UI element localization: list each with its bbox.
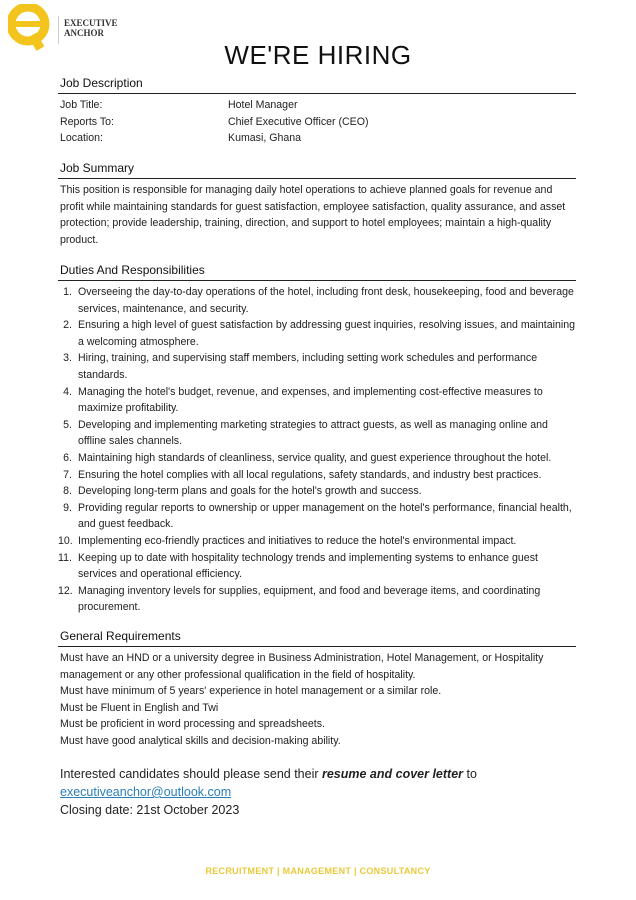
duty-item — [58, 384, 576, 417]
duty-item — [58, 467, 576, 484]
requirement-item: Must have minimum of 5 years' experience in hotel management or a similar role. — [60, 685, 442, 698]
duty-text: Managing the hotel's budget, revenue, and expenses, and implementing cost-effective measures to maximize profitability. — [78, 385, 543, 415]
duty-number: 11. — [58, 551, 72, 564]
duties-section — [58, 263, 576, 616]
duty-number: 6. — [63, 451, 72, 464]
job-detail-row — [58, 130, 576, 147]
requirement-item: Must be Fluent in English and Twi — [60, 701, 219, 714]
detail-label: Reports To: — [60, 115, 114, 128]
duty-text: Ensuring a high level of guest satisfaction by addressing guest inquiries, resolving issues, and maintaining a welcoming atmosphere. — [78, 319, 576, 348]
apply-suffix: to — [463, 767, 477, 781]
duty-text: Maintaining high standards of cleanliness, service quality, and guest experience throughout the hotel. — [78, 451, 552, 464]
footer-tagline: RECRUITMENT | MANAGEMENT | CONSULTANCY — [205, 866, 431, 876]
duty-item — [58, 450, 576, 467]
requirement-item: Must be proficient in word processing and spreadsheets. — [60, 718, 325, 731]
summary-text: This position is responsible for managing daily hotel operations to achieve planned goals for revenue and profit while maintaining standards for guest satisfaction, employee satisfaction, quality assurance, and asset protection; provide leadership, training, direction, and support to hotel employees; maintain a high-quality product. — [60, 184, 566, 246]
duty-item — [58, 500, 576, 533]
duty-number: 1. — [63, 286, 72, 298]
job-description-section — [58, 76, 576, 147]
duty-number: 10. — [58, 534, 73, 547]
duties-list — [58, 284, 576, 616]
logo-line2: ANCHOR — [64, 28, 104, 38]
requirements-section — [58, 629, 576, 750]
duty-item — [58, 284, 576, 317]
detail-value: Chief Executive Officer (CEO) — [228, 115, 369, 128]
job-detail-row — [58, 97, 576, 114]
section-heading: Duties And Responsibilities — [58, 263, 576, 281]
section-heading: Job Description — [58, 76, 576, 94]
detail-label: Location: — [60, 132, 103, 145]
duty-item — [58, 483, 576, 500]
detail-value: Hotel Manager — [228, 99, 298, 111]
duty-text: Implementing eco-friendly practices and initiatives to reduce the hotel's environmental impact. — [78, 534, 517, 547]
page-title: WE'RE HIRING — [224, 40, 412, 70]
duty-number: 3. — [63, 352, 72, 365]
duty-item — [58, 317, 576, 350]
duty-number: 5. — [63, 418, 72, 431]
logo-text — [64, 18, 118, 38]
duty-number: 7. — [63, 468, 72, 481]
duty-item — [58, 417, 576, 450]
logo-line1: EXECUTIVE — [64, 18, 118, 28]
duty-text: Hiring, training, and supervising staff members, including setting work schedules and performance standards. — [78, 352, 538, 381]
apply-prefix: Interested candidates should please send their — [60, 767, 322, 781]
duty-number: 8. — [63, 485, 72, 498]
closing-date: Closing date: 21st October 2023 — [60, 803, 240, 817]
duty-text: Developing long-term plans and goals for the hotel's growth and success. — [78, 485, 422, 498]
duty-number: 9. — [63, 501, 72, 514]
section-heading: General Requirements — [58, 629, 576, 647]
duty-number: 4. — [63, 385, 72, 398]
duty-text: Overseeing the day-to-day operations of the hotel, including front desk, housekeeping, food and beverage services, maintenance, and security. — [78, 286, 574, 315]
email-link[interactable]: executiveanchor@outlook.com — [60, 785, 232, 799]
duty-item — [58, 583, 576, 616]
section-heading: Job Summary — [58, 161, 576, 179]
duty-number: 12. — [58, 584, 73, 597]
duty-item — [58, 350, 576, 383]
requirement-item: Must have an HND or a university degree in Business Administration, Hotel Management, or Hospitality management or any other professional qualification in the field of hospitality. — [60, 652, 544, 681]
application-info — [60, 765, 477, 819]
job-summary-section — [58, 161, 576, 248]
apply-emphasis: resume and cover letter — [321, 767, 464, 781]
duty-text: Ensuring the hotel complies with all local regulations, safety standards, and industry best practices. — [78, 468, 542, 481]
duty-item — [58, 533, 576, 550]
detail-label: Job Title: — [60, 99, 103, 111]
job-detail-row — [58, 114, 576, 131]
duty-text: Keeping up to date with hospitality technology trends and implementing systems to enhance guest services and operational efficiency. — [78, 551, 538, 581]
duty-number: 2. — [63, 319, 72, 332]
apply-line — [60, 765, 477, 783]
detail-value: Kumasi, Ghana — [228, 132, 302, 145]
duty-text: Developing and implementing marketing strategies to attract guests, as well as managing online and offline sales channels. — [78, 418, 548, 448]
requirement-item: Must have good analytical skills and decision-making ability. — [60, 734, 341, 747]
duty-text: Providing regular reports to ownership or upper management on the hotel's performance, financial health, and guest feedback. — [78, 501, 572, 531]
duty-item — [58, 550, 576, 583]
duty-text: Managing inventory levels for supplies, equipment, and food and beverage items, and coordinating procurement. — [78, 584, 541, 614]
